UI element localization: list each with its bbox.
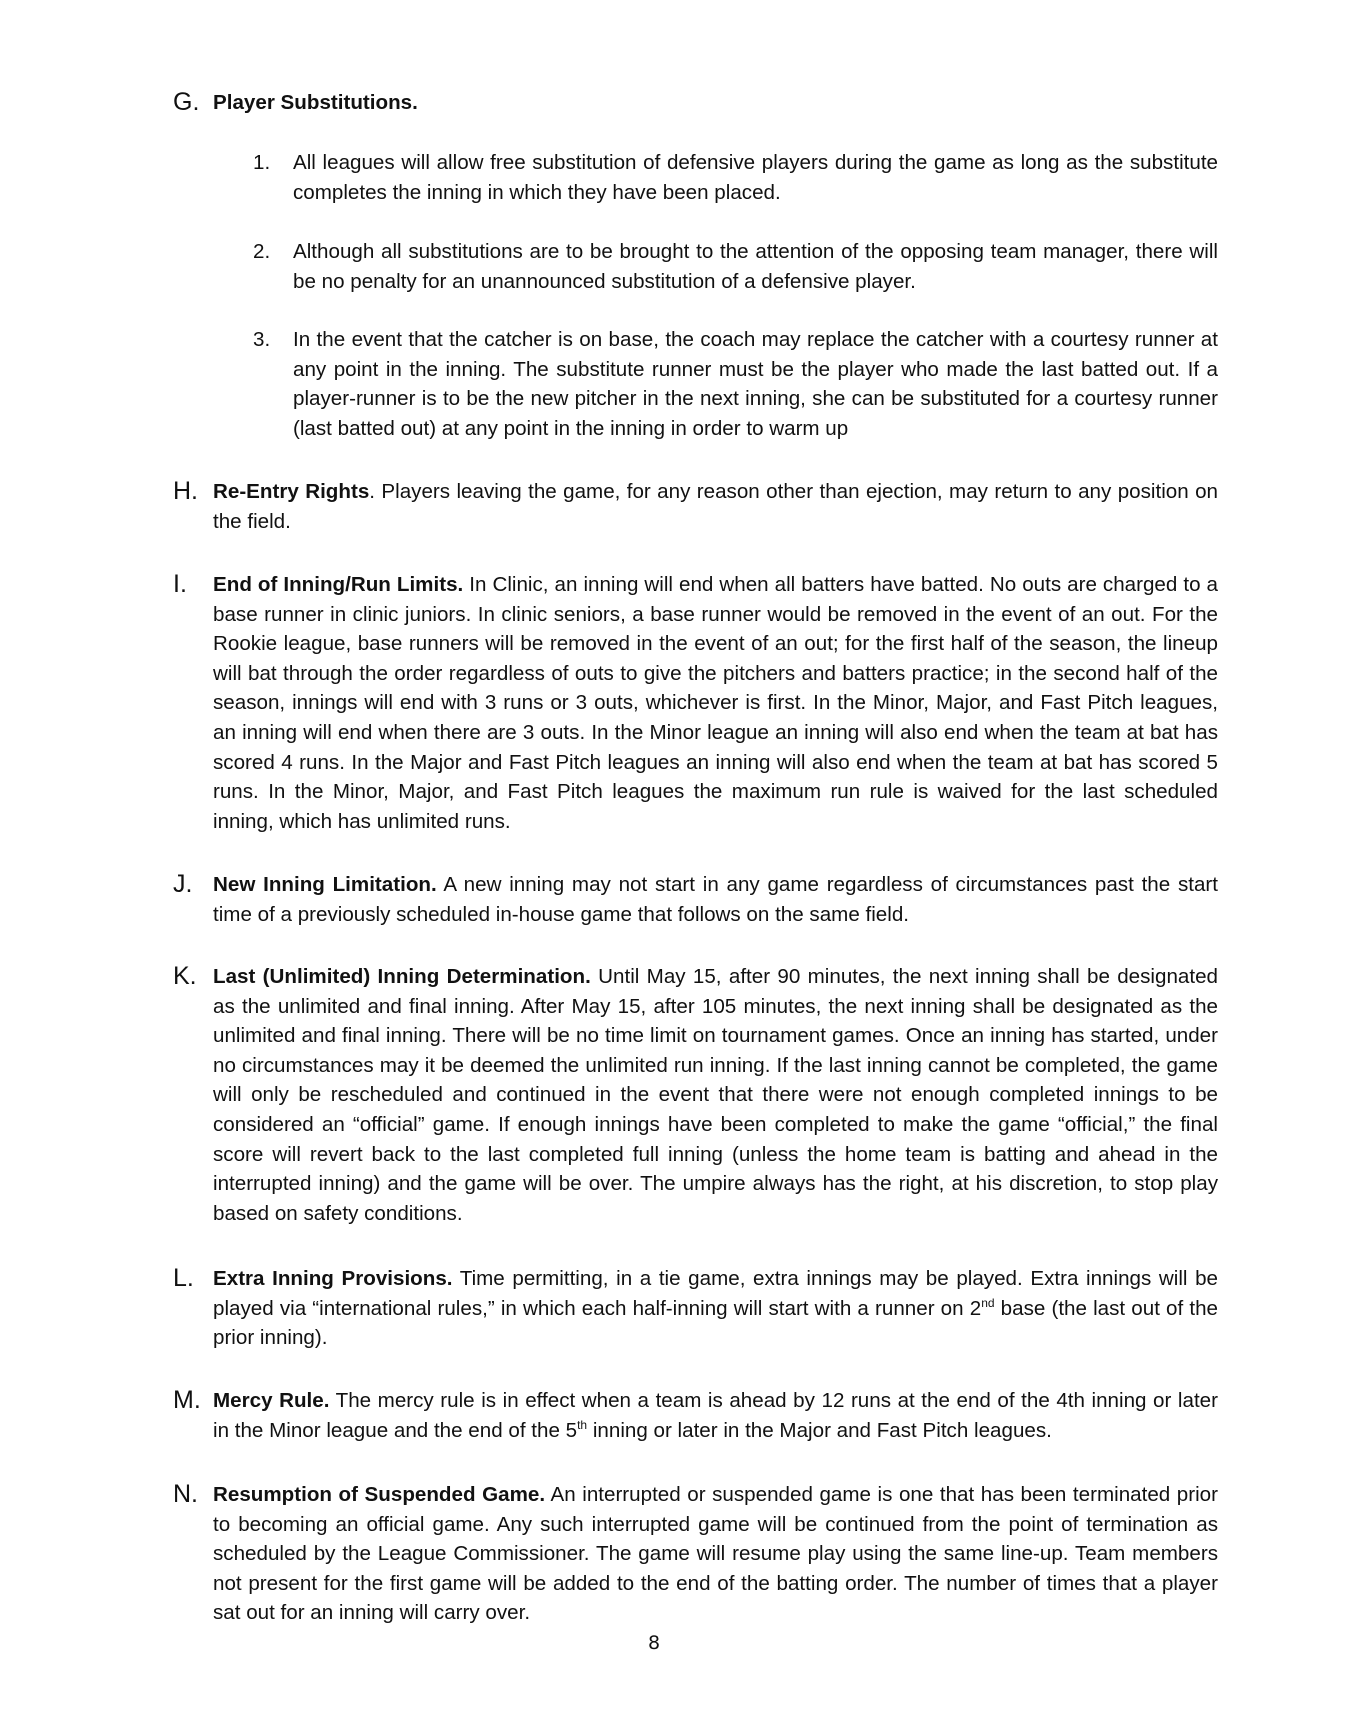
section-body — [213, 1480, 1218, 1628]
ordinal-suffix: nd — [981, 1295, 995, 1310]
item-text: Although all substitutions are to be brought to the attention of the opposing team manager, there will be no penalty for an unannounced substitution of a defensive player. — [293, 240, 1218, 293]
section-body — [213, 477, 1218, 536]
page-number: 8 — [648, 1632, 661, 1654]
item-text: All leagues will allow free substitution of defensive players during the game as long as the substitute completes the inning in which they have been placed. — [293, 151, 1218, 204]
section-title: End of Inning/Run Limits. — [213, 573, 464, 596]
item-number: 1. — [253, 151, 271, 174]
ordinal-suffix: th — [577, 1417, 588, 1432]
section-body — [213, 88, 1218, 118]
section-letter: H. — [173, 477, 198, 505]
section-letter: M. — [173, 1386, 201, 1414]
section-text: inning or later in the Major and Fast Pitch leagues. — [587, 1418, 1052, 1442]
item-text: In the event that the catcher is on base, the coach may replace the catcher with a courtesy runner at any point in the inning. The substitute runner must be the player who made the last batted out. If a player-runner is to be the new pitcher in the next inning, she can be substituted for a courtesy runner (last batted out) at any point in the inning in order to warm up — [293, 328, 1218, 440]
section-letter: J. — [173, 870, 193, 898]
section-text: A new inning may not start in any game regardless of circumstances past the start time of a previously scheduled in-house game that follows on the same field. — [213, 873, 1219, 926]
section-letter: N. — [173, 1480, 198, 1508]
section-text: . Players leaving the game, for any reason other than ejection, may return to any position on the field. — [213, 480, 1218, 533]
section-title: Mercy Rule. — [213, 1389, 330, 1412]
section-body — [213, 1264, 1218, 1353]
item-number: 3. — [253, 328, 271, 351]
section-title: New Inning Limitation. — [213, 873, 437, 896]
section-letter: L. — [173, 1264, 194, 1292]
section-title: Re-Entry Rights — [213, 480, 370, 503]
section-body — [213, 870, 1218, 929]
section-title: Extra Inning Provisions. — [213, 1267, 453, 1290]
section-title: Resumption of Suspended Game. — [213, 1483, 546, 1506]
section-body — [213, 962, 1218, 1228]
section-letter: K. — [173, 962, 197, 990]
item-number: 2. — [253, 240, 271, 263]
section-text: An interrupted or suspended game is one that has been terminated prior to becoming an official game. Any such interrupted game will be continued from the point of termination as scheduled by the League Commissioner. The game will resume play using the same line-up. Team members not present for the first game will be added to the end of the batting order. The number of times that a player sat out for an inning will carry over. — [213, 1483, 1218, 1625]
section-text: The mercy rule is in effect when a team is ahead by 12 runs at the end of the 4th inning or later in the Minor league and the end of the 5 — [213, 1389, 1218, 1442]
section-letter: G. — [173, 88, 200, 116]
section-letter: I. — [173, 570, 187, 598]
section-body — [213, 1386, 1218, 1445]
section-text: Time permitting, in a tie game, extra innings may be played. Extra innings will be played via “international rules,” in which each half-inning will start with a runner on 2 — [213, 1267, 1218, 1320]
section-text: Until May 15, after 90 minutes, the next inning shall be designated as the unlimited and final inning. After May 15, after 105 minutes, the next inning shall be designated as the unlimited and final inning. There will be no time limit on tournament games. Once an inning has started, under no circumstances may it be deemed the unlimited run inning. If the last inning cannot be completed, the game will only be rescheduled and continued in the event that there were not enough completed innings to be considered an “official” game. If enough innings have been completed to make the game “official,” the final score will revert back to the last completed full inning (unless the home team is batting and ahead in the interrupted inning) and the game will be over. The umpire always has the right, at his discretion, to stop play based on safety conditions. — [213, 965, 1218, 1225]
section-title: Last (Unlimited) Inning Determination. — [213, 965, 591, 988]
section-text: In Clinic, an inning will end when all batters have batted. No outs are charged to a base runner in clinic juniors. In clinic seniors, a base runner would be removed in the event of an out. For the Rookie league, base runners will be removed in the event of an out; for the first half of the season, the lineup will bat through the order regardless of outs to give the pitchers and batters practice; in the second half of the season, innings will end with 3 runs or 3 outs, whichever is first. In the Minor, Major, and Fast Pitch leagues, an inning will end when there are 3 outs. In the Minor league an inning will also end when the team at bat has scored 4 runs. In the Major and Fast Pitch leagues an inning will also end when the team at bat has scored 5 runs. In the Minor, Major, and Fast Pitch leagues the maximum run rule is waived for the last scheduled inning, which has unlimited runs. — [213, 573, 1218, 833]
section-text: base (the last out of the prior inning). — [213, 1296, 1218, 1350]
section-title: Player Substitutions. — [213, 91, 418, 114]
section-body — [213, 570, 1218, 836]
